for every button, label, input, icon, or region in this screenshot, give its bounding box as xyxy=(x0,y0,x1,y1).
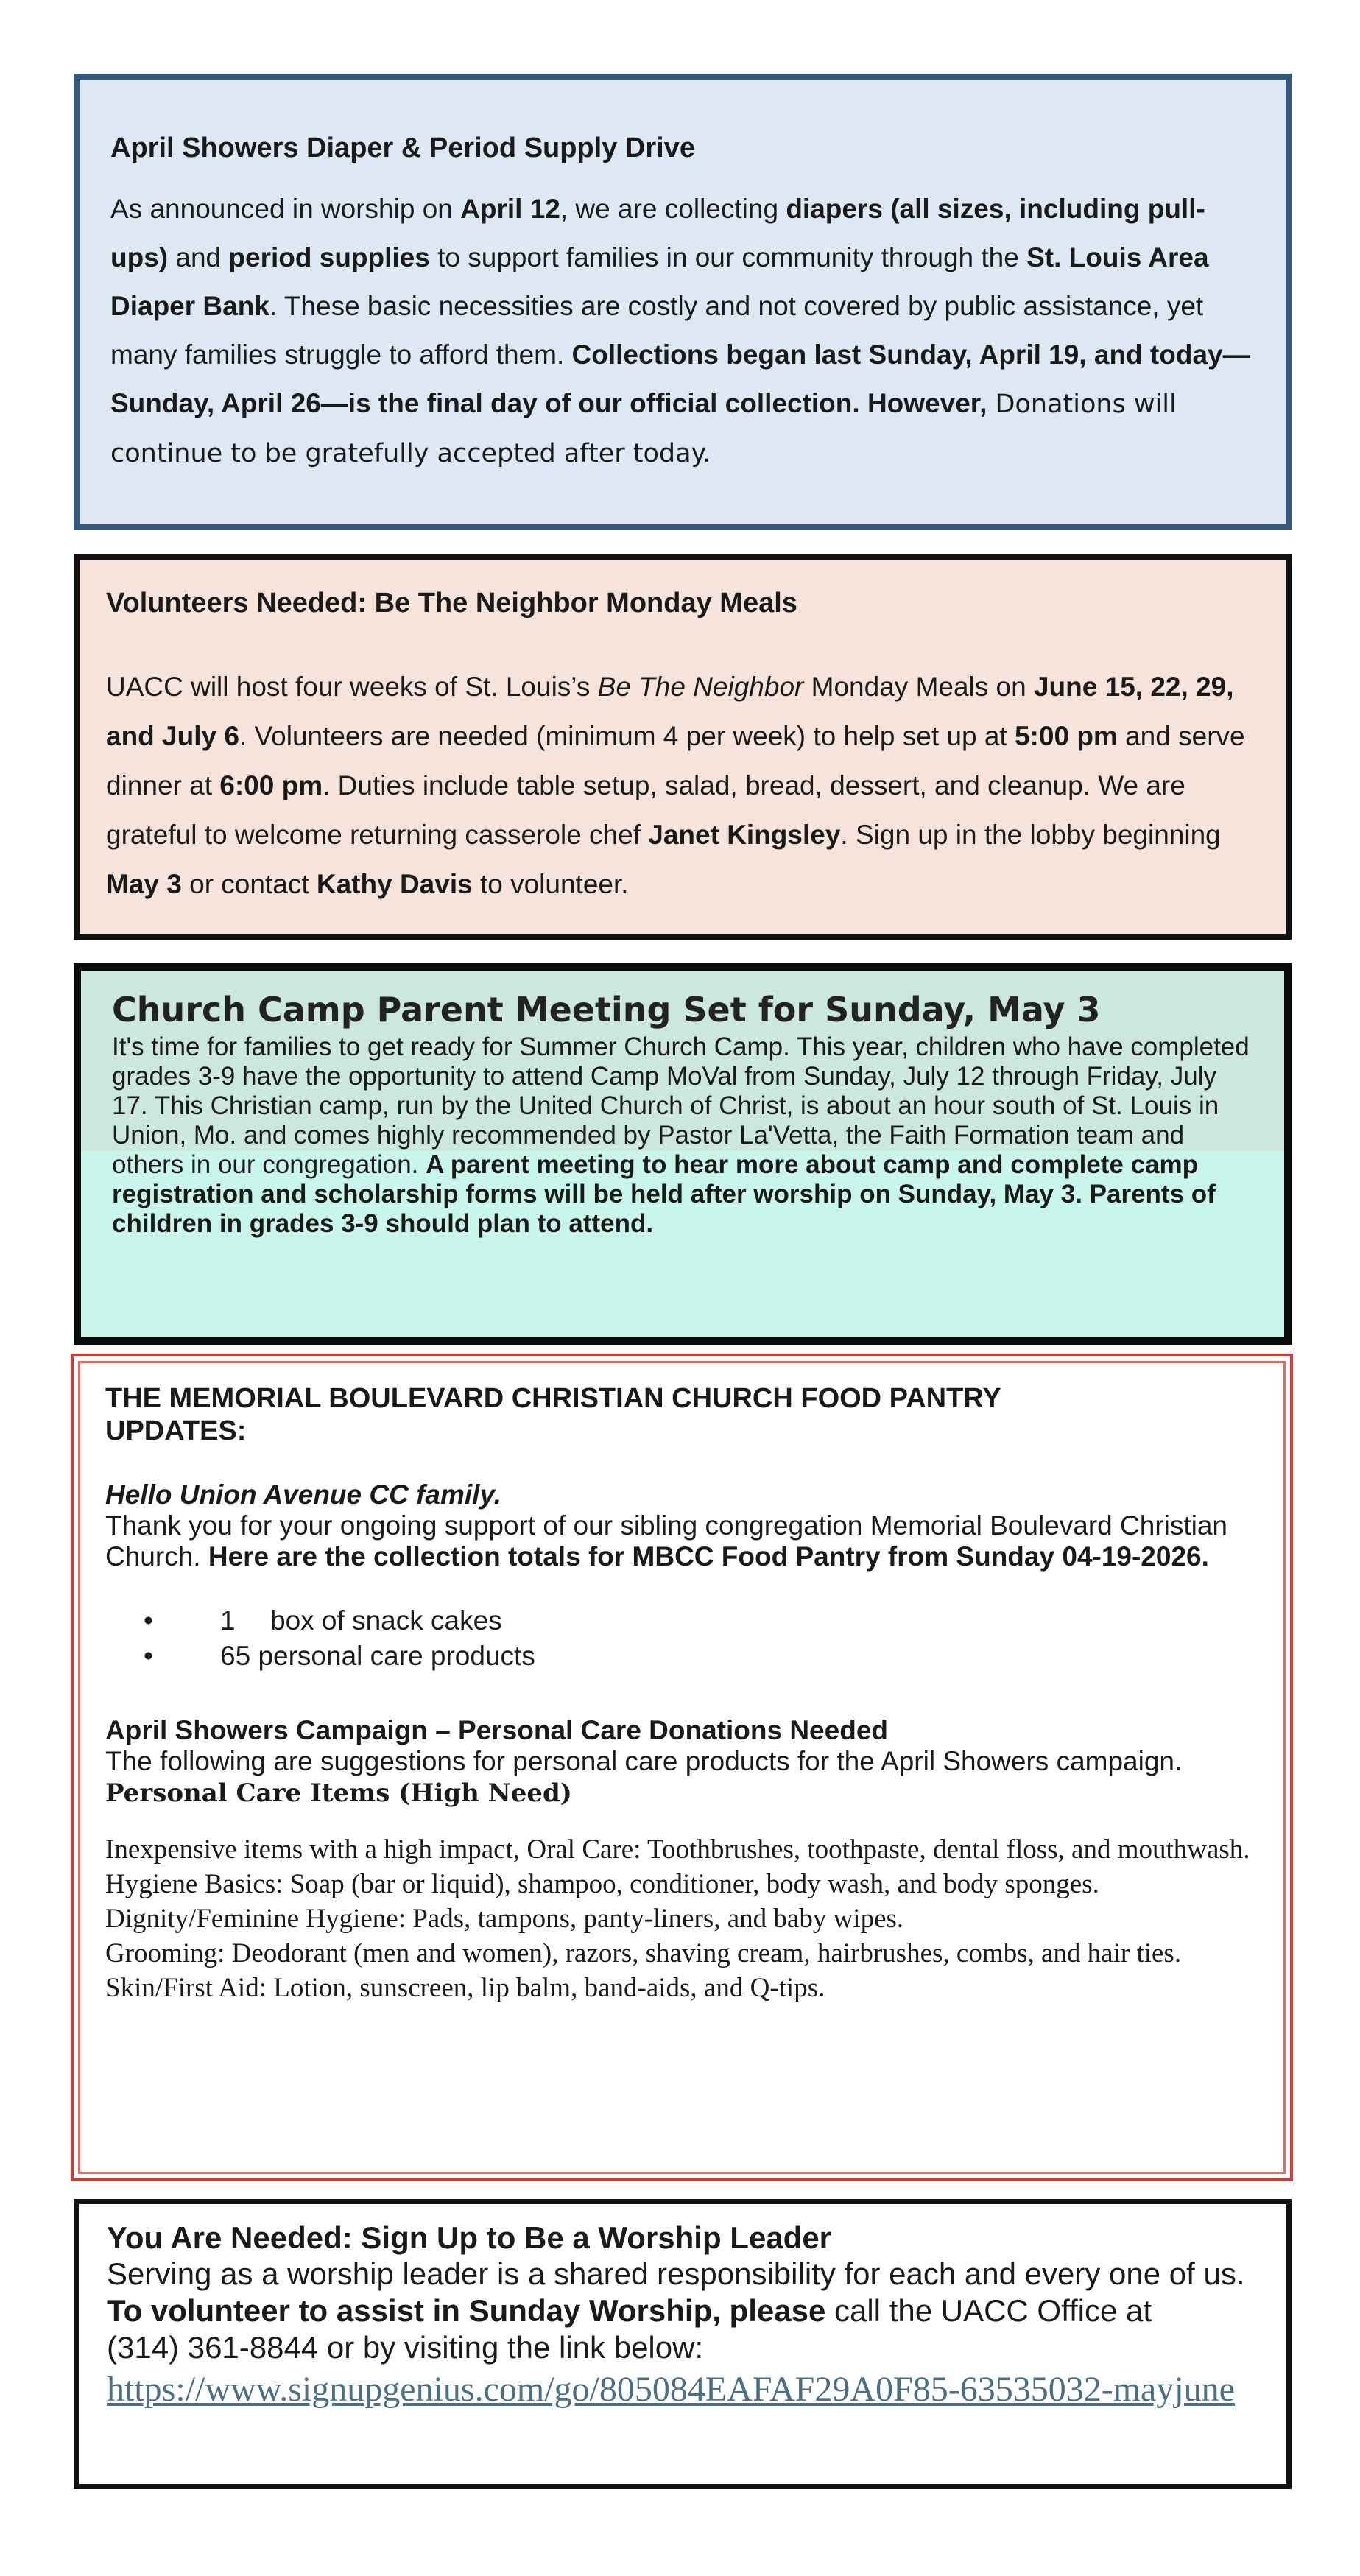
text: UACC will host four weeks of St. Louis’s xyxy=(106,672,598,702)
text: Serving as a worship leader is a shared responsibility for each and every one of us. xyxy=(107,2256,1245,2291)
text: It's time for families to get ready for Summer Church Camp. This year, children who have completed grades 3-9 have the opportunity to attend Camp MoVal from Sunday, July 12 through Friday, July 17. This Christian camp, run by the United Church of Christ, is about an hour south of St. Louis in Union, Mo. and comes highly recommended by Pastor La'Vetta, the Faith Formation team and others in our congregation. xyxy=(112,1032,1250,1179)
text: . Volunteers are needed (minimum 4 per week) to help set up at xyxy=(239,721,1015,751)
text: to volunteer. xyxy=(472,869,629,899)
campaign-text xyxy=(105,1746,1261,1809)
text: , we are collecting xyxy=(560,194,786,224)
bold-text: To volunteer to assist in Sunday Worship, please xyxy=(107,2293,826,2328)
bold-text: Personal Care Items (High Need) xyxy=(105,1778,572,1808)
campaign-title: April Showers Campaign – Personal Care Donations Needed xyxy=(105,1715,888,1745)
text: THE MEMORIAL BOULEVARD CHRISTIAN CHURCH FOOD PANTRY UPDATES xyxy=(105,1383,1001,1446)
text: Thank you for your ongoing support of our sibling congregation Memorial Boulevard Christian Church. xyxy=(105,1510,1228,1572)
bold-text: Janet Kingsley xyxy=(648,820,841,850)
bold-text: 6:00 pm xyxy=(219,770,323,800)
phone-text: (314) 361-8844 or by visiting the link below: xyxy=(107,2330,704,2365)
care-item-line: Dignity/Feminine Hygiene: Pads, tampons, panty-liners, and baby wipes. xyxy=(105,1904,904,1934)
food-pantry-inner xyxy=(78,1361,1286,2174)
text: As announced in worship on xyxy=(110,194,461,224)
pantry-thanks xyxy=(105,1510,1261,1572)
signup-link[interactable]: https://www.signupgenius.com/go/805084EAFAF29A0F85-63535032-mayjune xyxy=(107,2370,1235,2409)
april-showers-body xyxy=(110,185,1258,478)
text: Donations will continue to be gratefully accepted after today. xyxy=(110,390,1177,468)
item-label: personal care products xyxy=(258,1641,535,1671)
italic-text: Be The Neighbor xyxy=(597,672,804,702)
text: and serve dinner at xyxy=(106,721,1245,800)
bold-text: Collections began last Sunday, April 19, and today—Sunday, April 26—is the final day of our official collection. However, xyxy=(110,339,1250,418)
bullet: • xyxy=(144,1605,153,1636)
care-item-line: Hygiene Basics: Soap (bar or liquid), shampoo, conditioner, body wash, and body sponges. xyxy=(105,1869,1099,1899)
item-qty: 1 xyxy=(220,1605,236,1636)
church-camp-body xyxy=(112,1032,1255,1239)
text: . Duties include table setup, salad, bread, dessert, and cleanup. We are grateful to welcome returning casserole chef xyxy=(106,770,1185,850)
volunteers-body xyxy=(106,662,1258,909)
care-items-list xyxy=(105,1832,1261,2005)
church-camp-title: Church Camp Parent Meeting Set for Sunday, May 3 xyxy=(112,990,1101,1030)
food-pantry-title xyxy=(105,1382,1121,1447)
bold-text: A parent meeting to hear more about camp and complete camp registration and scholarship forms will be held after worship on Sunday, May 3. Parents of children in grades 3-9 should plan to attend. xyxy=(112,1150,1216,1238)
bold-text: diapers (all sizes, including pull-ups) xyxy=(110,194,1205,272)
text: The following are suggestions for personal care products for the April Showers campaign. xyxy=(105,1746,1183,1776)
care-item-line: Skin/First Aid: Lotion, sunscreen, lip balm, band-aids, and Q-tips. xyxy=(105,1973,825,2003)
text: . Sign up in the lobby beginning xyxy=(840,820,1221,850)
april-showers-title: April Showers Diaper & Period Supply Drive xyxy=(110,133,695,163)
text: to support families in our community through the xyxy=(429,242,1027,272)
text: and xyxy=(168,242,229,272)
bold-text: June 15, 22, 29, and July 6 xyxy=(106,672,1234,751)
bold-text: Kathy Davis xyxy=(316,869,473,899)
list-item xyxy=(144,1603,1261,1639)
item-label: box of snack cakes xyxy=(270,1605,502,1636)
church-camp-box xyxy=(74,963,1292,1345)
text: call the UACC Office at xyxy=(825,2293,1152,2328)
worship-leader-box xyxy=(74,2199,1292,2489)
bold-text: Here are the collection totals for MBCC Food Pantry from Sunday 04-19-2026. xyxy=(208,1541,1209,1572)
worship-leader-title: You Are Needed: Sign Up to Be a Worship Leader xyxy=(107,2220,832,2255)
pantry-greeting: Hello Union Avenue CC family. xyxy=(105,1479,501,1510)
volunteers-title: Volunteers Needed: Be The Neighbor Monday Meals xyxy=(106,588,797,619)
item-qty: 65 xyxy=(220,1641,251,1671)
april-showers-box xyxy=(74,74,1292,530)
bullet: • xyxy=(144,1641,153,1671)
bold-text: 5:00 pm xyxy=(1014,721,1118,751)
text: Monday Meals on xyxy=(803,672,1034,702)
bold-text: St. Louis Area Diaper Bank xyxy=(110,242,1209,321)
care-item-line: Inexpensive items with a high impact, Oral Care: Toothbrushes, toothpaste, dental floss, and mouthwash. xyxy=(105,1834,1250,1865)
list-item xyxy=(144,1639,1261,1674)
worship-leader-body xyxy=(107,2256,1260,2366)
volunteers-box xyxy=(74,554,1292,940)
text: : xyxy=(236,1415,247,1446)
food-pantry-box xyxy=(71,1354,1293,2181)
bold-text: May 3 xyxy=(106,869,182,899)
collection-totals-list xyxy=(105,1603,1261,1674)
bold-text: period supplies xyxy=(228,242,430,272)
bold-text: April 12 xyxy=(460,194,560,224)
care-item-line: Grooming: Deodorant (men and women), razors, shaving cream, hairbrushes, combs, and hair ties. xyxy=(105,1938,1182,1968)
text: or contact xyxy=(181,869,317,899)
text: . These basic necessities are costly and not covered by public assistance, yet many families struggle to afford them. xyxy=(110,291,1204,370)
